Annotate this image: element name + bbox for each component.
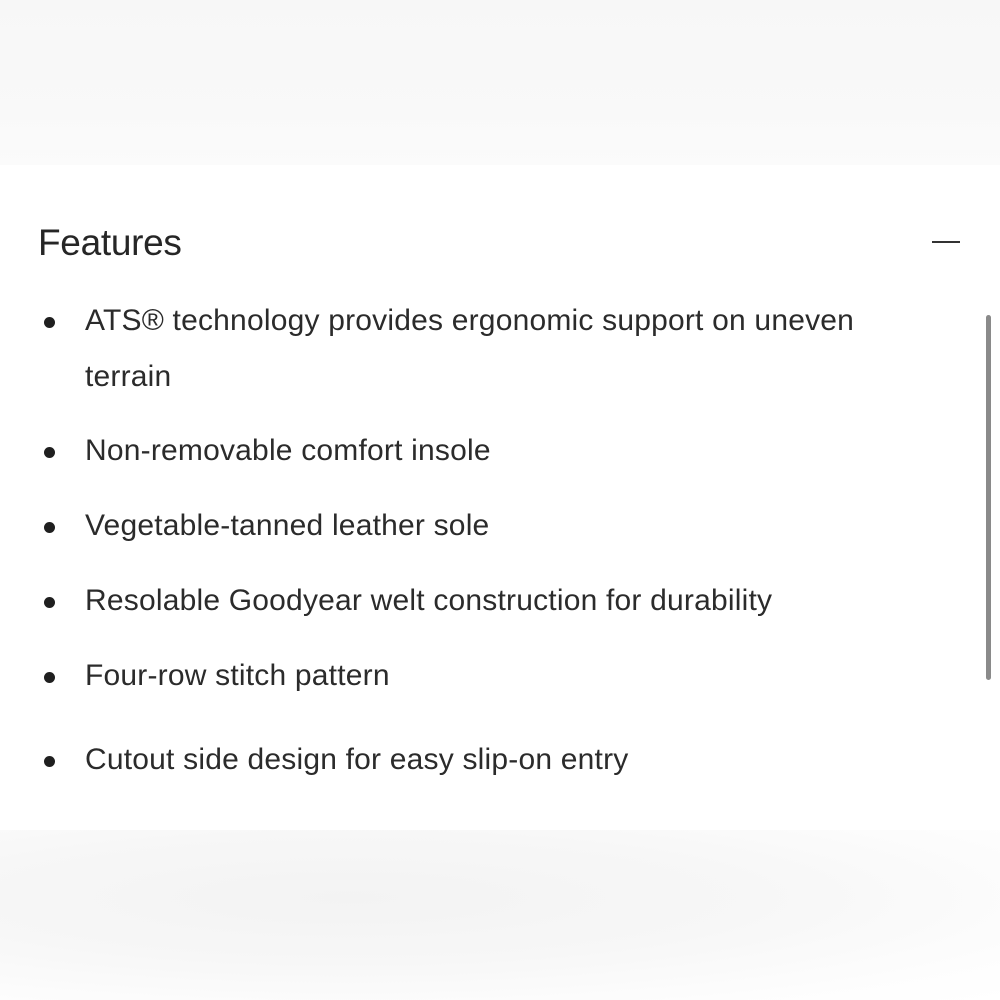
minus-icon	[932, 241, 960, 243]
feature-text: Four-row stitch pattern	[85, 659, 390, 692]
bullet-icon	[44, 597, 55, 608]
features-accordion-header[interactable]	[38, 217, 962, 273]
top-background	[0, 0, 1000, 165]
scrollbar-thumb[interactable]	[986, 315, 991, 680]
collapse-button[interactable]	[928, 225, 962, 259]
bullet-icon	[44, 672, 55, 683]
bullet-icon	[44, 522, 55, 533]
feature-text: Non-removable comfort insole	[85, 434, 491, 467]
section-title: Features	[38, 222, 182, 263]
feature-text-continued: terrain	[85, 360, 172, 393]
bottom-background	[0, 830, 1000, 1000]
features-panel	[0, 165, 1000, 830]
bullet-icon	[44, 756, 55, 767]
feature-text: Resolable Goodyear welt construction for durability	[85, 584, 773, 617]
feature-text: ATS® technology provides ergonomic support on uneven	[85, 304, 855, 337]
feature-text: Vegetable-tanned leather sole	[85, 509, 490, 542]
bullet-icon	[44, 317, 55, 328]
bullet-icon	[44, 447, 55, 458]
feature-text: Cutout side design for easy slip-on entry	[85, 743, 629, 776]
